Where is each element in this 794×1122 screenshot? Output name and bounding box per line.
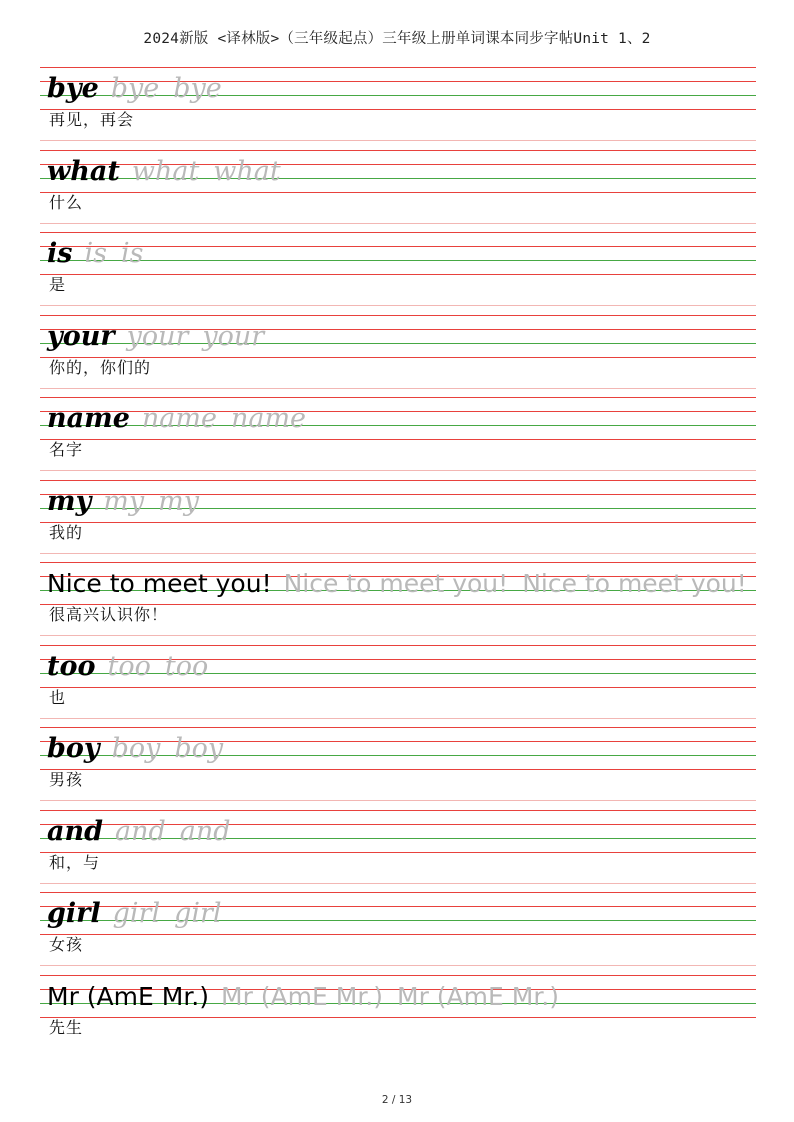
page-number: 2 / 13 (381, 1094, 413, 1106)
ruling-line-bottom (40, 1017, 756, 1018)
copybook-entry-name (0, 394, 794, 477)
ruling-line-separator (40, 305, 756, 306)
copybook-entry-boy (0, 724, 794, 807)
trace-word: Mr (AmE Mr.) (397, 981, 559, 1011)
ruling-line-separator (40, 800, 756, 801)
ruling-line-bottom (40, 274, 756, 275)
english-word: and (47, 815, 104, 847)
english-word: my (47, 485, 92, 517)
copybook-entry-girl (0, 889, 794, 972)
page-title: 2024新版 <译林版>（三年级起点）三年级上册单词课本同步字帖Unit 1、2 (143, 31, 651, 47)
practice-words (47, 980, 559, 1014)
ruling-line-bottom (40, 192, 756, 193)
chinese-meaning: 很高兴认识你！ (49, 605, 169, 624)
ruling-line-bottom (40, 109, 756, 110)
trace-word: name (230, 403, 307, 434)
trace-word: name (141, 403, 217, 434)
english-word: Nice to meet you! (47, 569, 272, 598)
english-word: bye (47, 73, 99, 104)
trace-word: Mr (AmE Mr.) (221, 981, 383, 1011)
trace-word: girl (174, 898, 222, 929)
trace-word: boy (174, 733, 224, 764)
ruling-line-top (40, 315, 756, 316)
copybook-entry-your (0, 312, 794, 395)
copybook-entry-nice-to-meet-you (0, 559, 794, 642)
ruling-line-separator (40, 965, 756, 966)
trace-word: is (120, 238, 144, 269)
copybook-entry-is (0, 229, 794, 312)
trace-word: and (179, 815, 231, 847)
ruling-line-separator (40, 718, 756, 719)
chinese-meaning: 什么 (49, 192, 84, 212)
ruling-line-top (40, 892, 756, 893)
trace-word: and (115, 815, 166, 847)
practice-words (47, 237, 143, 271)
copybook-entry-and (0, 807, 794, 890)
chinese-meaning: 和，与 (49, 852, 101, 872)
ruling-line-bottom (40, 934, 756, 935)
trace-word: boy (111, 733, 161, 764)
chinese-meaning: 先生 (49, 1017, 84, 1037)
ruling-line-top (40, 727, 756, 728)
copybook-entry-bye (0, 64, 794, 147)
ruling-line-top (40, 645, 756, 646)
trace-word: too (164, 650, 209, 682)
ruling-line-top (40, 397, 756, 398)
ruling-line-bottom (40, 439, 756, 440)
english-word: Mr (AmE Mr.) (47, 981, 209, 1011)
ruling-line-baseline (40, 260, 756, 261)
practice-words (47, 402, 306, 436)
trace-word: Nice to meet you! (283, 569, 509, 598)
ruling-line-top (40, 150, 756, 151)
trace-word: my (158, 485, 199, 517)
trace-word: bye (173, 73, 222, 104)
trace-word: Nice to meet you! (522, 569, 747, 598)
english-word: girl (47, 898, 101, 929)
trace-word: what (131, 155, 200, 187)
practice-words (47, 732, 223, 766)
ruling-line-separator (40, 553, 756, 554)
copybook-entry-mr (0, 972, 794, 1055)
ruling-line-separator (40, 140, 756, 141)
english-word: is (47, 238, 73, 269)
ruling-line-top (40, 975, 756, 976)
ruling-line-bottom (40, 769, 756, 770)
trace-word: your (202, 320, 265, 352)
practice-words (47, 897, 222, 931)
chinese-meaning: 名字 (49, 440, 84, 459)
ruling-line-top (40, 232, 756, 233)
practice-words (47, 815, 231, 849)
practice-words (47, 567, 747, 601)
ruling-line-top (40, 67, 756, 68)
ruling-line-separator (40, 635, 756, 636)
ruling-line-separator (40, 223, 756, 224)
ruling-line-top (40, 562, 756, 563)
trace-word: your (126, 320, 189, 352)
ruling-line-bottom (40, 522, 756, 523)
ruling-line-bottom (40, 687, 756, 688)
chinese-meaning: 女孩 (49, 935, 84, 954)
chinese-meaning: 我的 (49, 522, 84, 542)
english-word: your (47, 320, 115, 352)
ruling-line-upper (40, 246, 756, 247)
chinese-meaning: 男孩 (49, 770, 84, 789)
ruling-line-bottom (40, 852, 756, 853)
practice-words (47, 320, 264, 354)
ruling-line-separator (40, 883, 756, 884)
chinese-meaning: 再见，再会 (49, 110, 135, 129)
ruling-line-separator (40, 388, 756, 389)
chinese-meaning: 也 (49, 687, 67, 707)
trace-word: bye (110, 73, 160, 104)
english-word: too (47, 650, 96, 682)
practice-words (47, 72, 222, 106)
copybook-entry-my (0, 477, 794, 560)
trace-word: my (103, 485, 145, 517)
trace-word: girl (112, 898, 161, 929)
trace-word: what (213, 155, 281, 187)
trace-word: is (84, 238, 107, 269)
trace-word: too (107, 650, 151, 682)
english-word: boy (47, 733, 100, 764)
english-word: name (47, 403, 130, 434)
english-word: what (47, 155, 120, 187)
practice-words (47, 650, 208, 684)
ruling-line-top (40, 480, 756, 481)
ruling-line-top (40, 810, 756, 811)
practice-words (47, 155, 281, 189)
chinese-meaning: 你的，你们的 (49, 357, 152, 377)
copybook-entry-too (0, 642, 794, 725)
chinese-meaning: 是 (49, 275, 67, 294)
ruling-line-separator (40, 470, 756, 471)
copybook-entry-what (0, 147, 794, 230)
practice-words (47, 485, 199, 519)
